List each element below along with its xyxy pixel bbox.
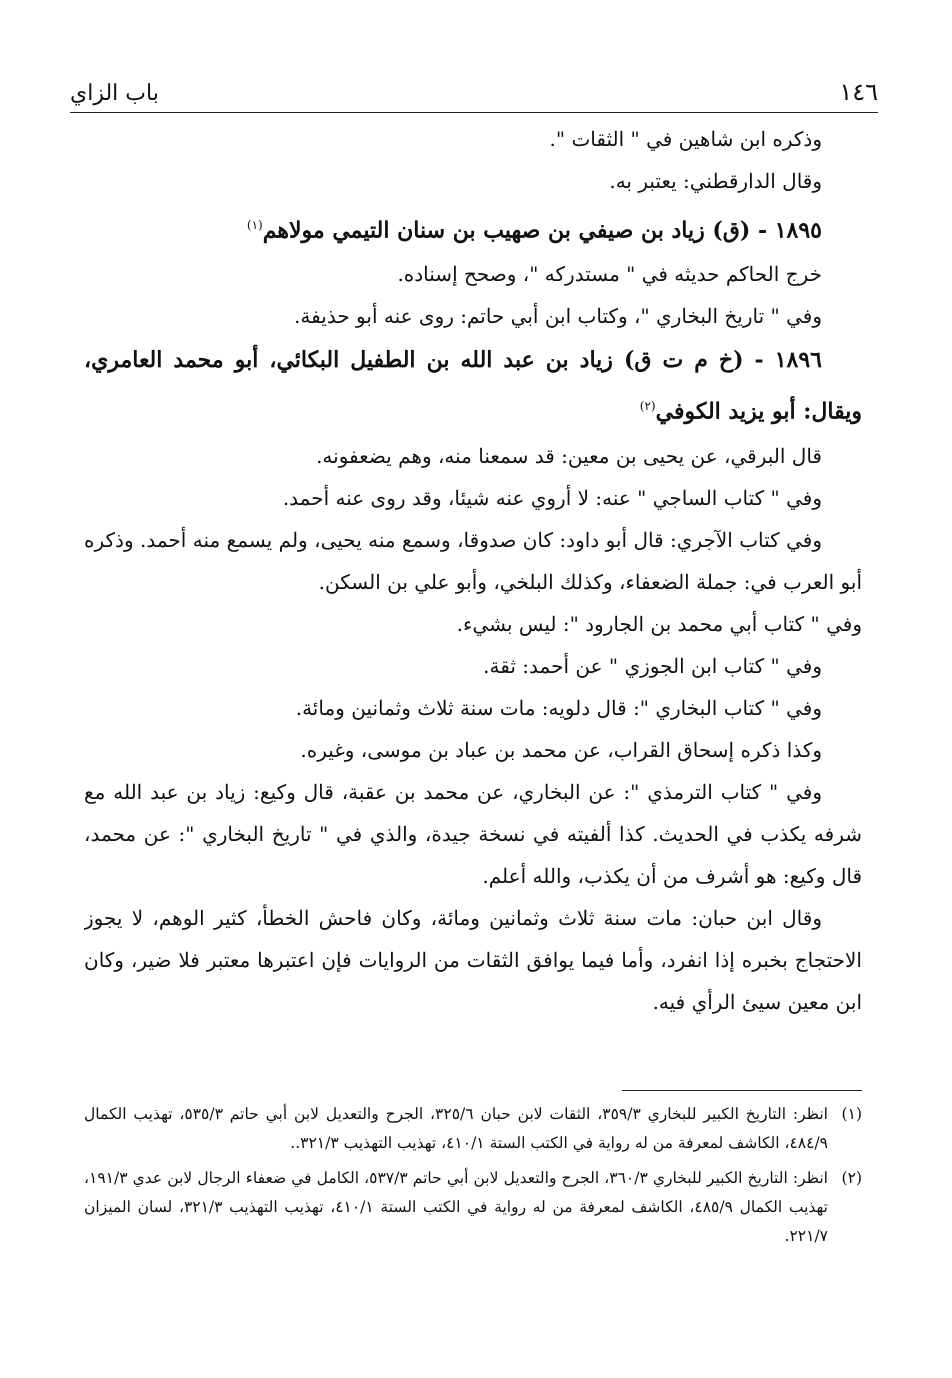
entry-heading-1896 xyxy=(84,337,862,434)
chapter-title: باب الزاي xyxy=(70,81,159,106)
paragraph: وقال ابن حبان: مات سنة ثلاث وثمانين ومائة، وكان فاحش الخطأ، كثير الوهم، لا يجوز الاحتجاج بخبره إذا انفرد، وأما فيما يوافق الثقات من الروايات فإن اعتبرها معتبر فلا ضير، وكان ابن معين سيئ الرأي فيه. xyxy=(84,905,862,1014)
paragraph: قال البرقي، عن يحيى بن معين: قد سمعنا منه، وهم يضعفونه. xyxy=(316,443,822,468)
entry-title: ١٨٩٦ - (خ م ت ق) زياد بن عبد الله بن الطفيل البكائي، أبو محمد العامري، ويقال: أبو يزيد الكوفي xyxy=(84,347,862,425)
text-line: وقال الدارقطني: يعتبر به. xyxy=(609,169,822,193)
footnote-marker: (١) xyxy=(246,218,263,232)
paragraph: وفي " كتاب الترمذي ": عن البخاري، عن محمد بن عقبة، قال وكيع: زياد بن عبد الله مع شرفه يكذب في الحديث. كذا ألفيته في نسخة جيدة، والذي في " تاريخ البخاري ": عن محمد، قال وكيع: هو أشرف من أن يكذب، والله أعلم. xyxy=(84,779,862,888)
page-number: ١٤٦ xyxy=(839,78,878,106)
entry-title: ١٨٩٥ - (ق) زياد بن صيفي بن صهيب بن سنان التيمي مولاهم xyxy=(262,217,822,244)
footnote-marker: (٢) xyxy=(639,399,656,414)
entry-heading-1895 xyxy=(84,202,862,253)
paragraph: وفي كتاب الآجري: قال أبو داود: كان صدوقا، وسمع منه يحيى، ولم يسمع منه أحمد. وذكره أبو العرب في: جملة الضعفاء، وكذلك البلخي، وأبو علي بن السكن. xyxy=(84,527,862,594)
footnote-text: انظر: التاريخ الكبير للبخاري ٣٥٩/٣، الثقات لابن حبان ٣٢٥/٦، الجرح والتعديل لابن أبي حاتم ٥٣٥/٣، تهذيب الكمال ٤٨٤/٩، الكاشف لمعرفة من له رواية في الكتب الستة ٤١٠/١، تهذيب التهذيب ٣٢١/٣.. xyxy=(84,1105,828,1152)
main-text xyxy=(84,118,862,1023)
footnote xyxy=(84,1164,862,1251)
footnote-number: (٢) xyxy=(841,1169,862,1187)
page-header xyxy=(70,62,878,113)
text-line: وفي " تاريخ البخاري "، وكتاب ابن أبي حاتم: روى عنه أبو حذيفة. xyxy=(294,304,822,329)
paragraph: وفي " كتاب الساجي " عنه: لا أروي عنه شيئا، وقد روى عنه أحمد. xyxy=(282,485,822,510)
paragraph: وفي " كتاب أبي محمد بن الجارود ": ليس بشيء. xyxy=(456,611,862,636)
paragraph: وفي " كتاب ابن الجوزي " عن أحمد: ثقة. xyxy=(483,653,822,678)
paragraph: وفي " كتاب البخاري ": قال دلويه: مات سنة ثلاث وثمانين ومائة. xyxy=(295,695,822,720)
footnote-number: (١) xyxy=(841,1105,862,1123)
paragraph: وكذا ذكره إسحاق القراب، عن محمد بن عباد بن موسى، وغيره. xyxy=(300,737,822,762)
text-line: وذكره ابن شاهين في " الثقات ". xyxy=(549,127,822,151)
footnote-text: انظر: التاريخ الكبير للبخاري ٣٦٠/٣، الجرح والتعديل لابن أبي حاتم ٥٣٧/٣، الكامل في ضعفاء الرجال لابن عدي ١٩١/٣، تهذيب الكمال ٤٨٥/٩، الكاشف لمعرفة من له رواية في الكتب الستة ٤١٠/١، تهذيب التهذيب ٣٢١/٣، لسان الميزان ٢٢١/٧. xyxy=(84,1169,828,1245)
footnotes xyxy=(84,1100,862,1257)
footnote xyxy=(84,1100,862,1158)
text-line: خرج الحاكم حديثه في " مستدركه "، وصحح إسناده. xyxy=(397,262,822,287)
footnote-divider xyxy=(622,1090,862,1091)
